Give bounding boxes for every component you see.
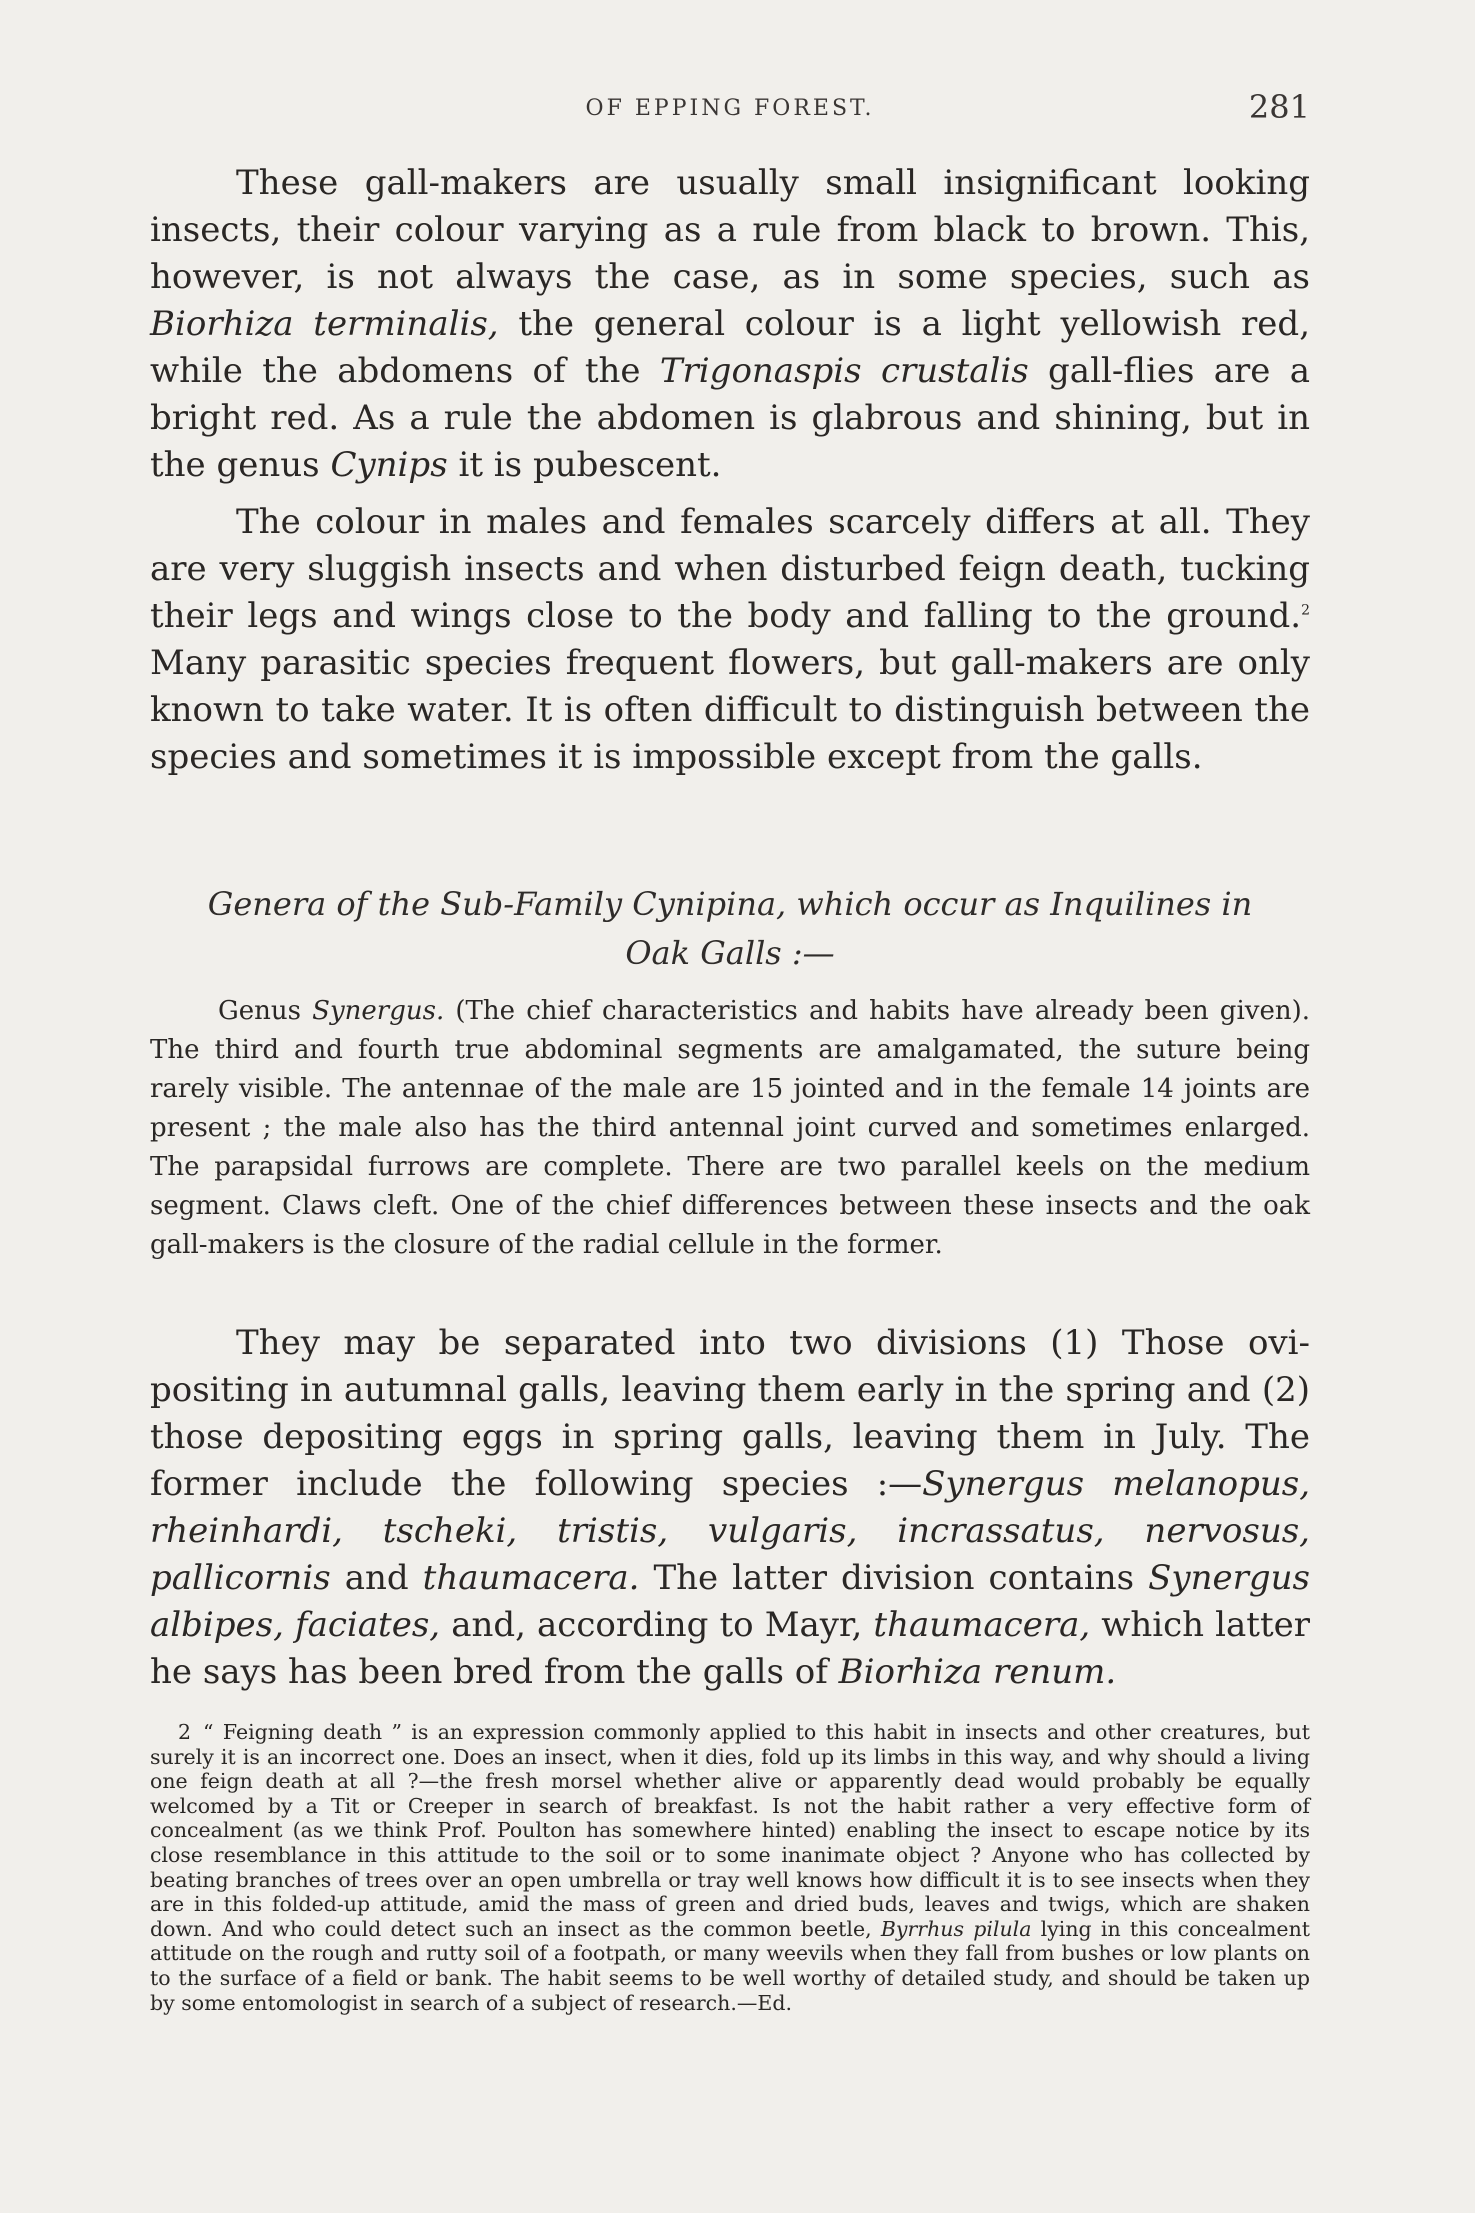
paragraph-colour: The colour in males and females scarcely differs at all. They are very sluggish insects and when disturbed feign death, tucking their legs and wings close to the body and falling to the ground.$^2$ Many parasitic species frequent flowers, but gall-makers are only known to take water. It is often difficult to distinguish between the species and sometimes it is impossible except from the galls. <box>150 502 1310 777</box>
paragraph-genus-synergus: Genus Synergus. (The chief characteristics and habits have already been given). The third and fourth true abdominal segments are amalgamated, the suture being rarely visible. The antennae of the male are 15 jointed and in the female 14 joints are present ; the male also has the third antennal joint curved and sometimes enlarged. The parapsidal furrows are complete. There are two parallel keels on the medium segment. Claws cleft. One of the chief differences between these insects and the oak gall-makers is the closure of the radial cellule in the former. <box>150 996 1310 1260</box>
genus-description <box>150 992 1310 1265</box>
intro-paragraphs <box>150 160 1310 781</box>
paragraph-gall-makers: These gall-makers are usually small insignificant looking insects, their colour varying as a rule from black to brown. This, however, is not always the case, as in some species, such as Biorhiza terminalis, the general colour is a light yellowish red, while the abdomens of the Trigonaspis crustalis gall-flies are a bright red. As a rule the abdomen is glabrous and shining, but in the genus Cynips it is pubescent. <box>150 163 1310 485</box>
paragraph-divisions: They may be separated into two divisions (1) Those ovi-positing in autumnal galls, leaving them early in the spring and (2) those depositing eggs in spring galls, leaving them in July. The former include the following species :—Synergus melanopus, rheinhardi, tscheki, tristis, vulgaris, incrassatus, nervosus, pallicornis and thaumacera. The latter division contains Synergus albipes, faciates, and, according to Mayr, thaumacera, which latter he says has been bred from the galls of Biorhiza renum. <box>150 1323 1311 1692</box>
divisions-paragraphs <box>150 1320 1310 1696</box>
running-head: OF EPPING FOREST. <box>585 96 875 121</box>
footnote-marker: 2 <box>178 1720 192 1744</box>
footnote-reference[interactable]: 2 <box>1301 602 1310 619</box>
section-heading: Genera of the Sub-Family Cynipina, which occur as Inquilines in Oak Galls :— <box>207 885 1253 972</box>
footnote-2: 2 “ Feigning death ” is an expression commonly applied to this habit in insects and other creatures, but surely it is an incorrect one. Does an insect, when it dies, fold up its limbs in this way, and why should a living one feign death at all ?—the fresh morsel whether alive or apparently dead would probably be equally welcomed by a Tit or Creeper in search of breakfast. Is not the habit rather a very effective form of concealment (as we think Prof. Poulton has somewhere hinted) enabling the insect to escape notice by its close resemblance in this attitude to the soil or to some inanimate object ? Anyone who has collected by beating branches of trees over an open umbrella or tray well knows how difficult it is to see insects when they are in this folded-up attitude, amid the mass of green and dried buds, leaves and twigs, which are shaken down. And who could detect such an insect as the common beetle, Byrrhus pilula lying in this concealment attitude on the rough and rutty soil of a footpath, or many weevils when they fall from bushes or low plants on to the surface of a field or bank. The habit seems to be well worthy of detailed study, and should be taken up by some entomologist in search of a subject of research.—Ed. <box>150 1720 1311 2015</box>
footnotes <box>150 1720 1310 2015</box>
page-number: 281 <box>1248 88 1310 126</box>
page-header <box>150 88 1310 128</box>
